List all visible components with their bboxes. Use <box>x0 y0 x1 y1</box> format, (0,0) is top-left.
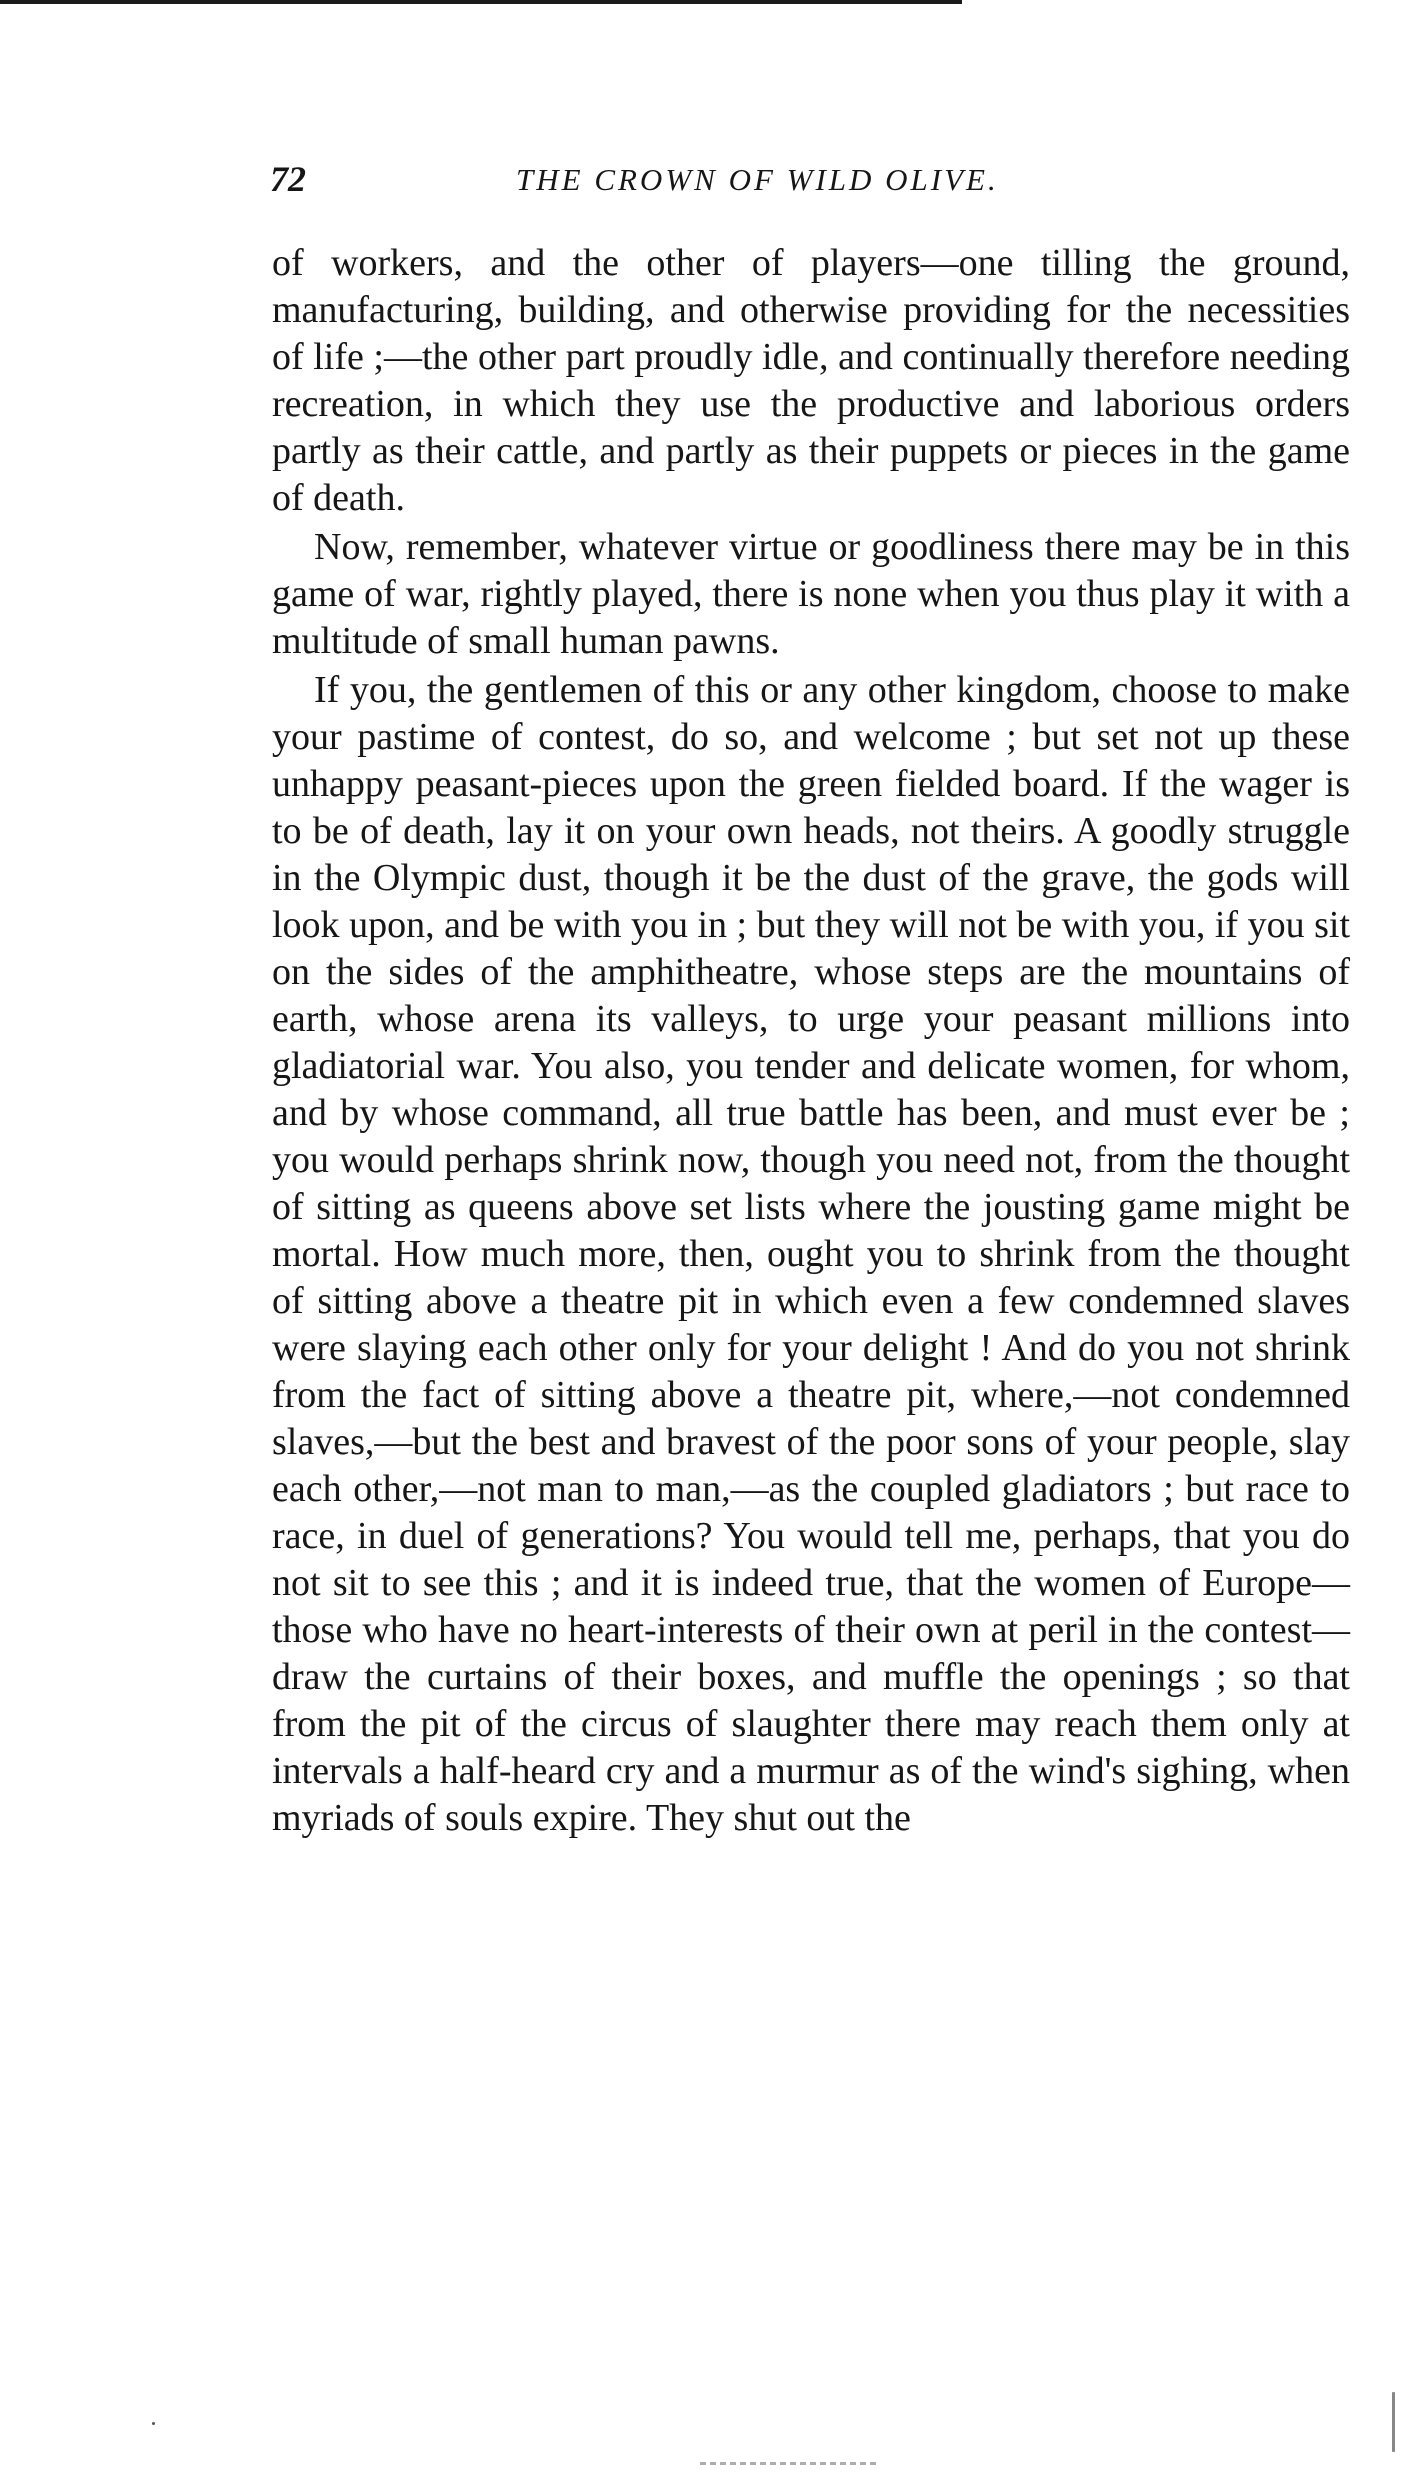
paragraph-continuation: of workers, and the other of players—one tilling the ground, manufacturing, building, and otherwise providing for the necessities of life ;—the other part proudly idle, and continually therefore needing recreation, in which they use the productive and laborious orders partly as their cattle, and partly as their puppets or pieces in the game of death. <box>272 242 1350 519</box>
page-header <box>270 158 1350 208</box>
running-title: THE CROWN OF WILD OLIVE. <box>516 162 999 197</box>
body-text <box>272 240 1350 1842</box>
page-number: 72 <box>270 159 306 199</box>
paragraph-gentlemen: If you, the gentlemen of this or any other kingdom, choose to make your pastime of contest, do so, and welcome ; but set not up these unhappy peasant-pieces upon the green fielded board. If the wager is to be of death, lay it on your own heads, not theirs. A goodly struggle in the Olympic dust, though it be the dust of the grave, the gods will look upon, and be with you in ; but they will not be with you, if you sit on the sides of the amphitheatre, whose steps are the mountains of earth, whose arena its valleys, to urge your peasant millions into gladiatorial war. You also, you tender and delicate women, for whom, and by whose command, all true battle has been, and must ever be ; you would perhaps shrink now, though you need not, from the thought of sitting as queens above set lists where the jousting game might be mortal. How much more, then, ought you to shrink from the thought of sitting above a theatre pit in which even a few condemned slaves were slaying each other only for your delight ! And do you not shrink from the fact of sitting above a theatre pit, where,—not condemned slaves,—but the best and bravest of the poor sons of your people, slay each other,—not man to man,—as the coupled gladiators ; but race to race, in duel of generations? You would tell me, perhaps, that you do not sit to see this ; and it is indeed true, that the women of Europe—those who have no heart-interests of their own at peril in the contest—draw the curtains of their boxes, and muffle the openings ; so that from the pit of the circus of slaughter there may reach them only at intervals a half-heard cry and a murmur as of the wind's sighing, when myriads of souls expire. They shut out the <box>272 669 1350 1839</box>
paragraph-remember: Now, remember, whatever virtue or goodliness there may be in this game of war, rightly played, there is none when you thus play it with a multitude of small human pawns. <box>272 526 1350 662</box>
page-top-rule <box>0 0 962 4</box>
scan-edge-noise <box>700 2462 880 2465</box>
